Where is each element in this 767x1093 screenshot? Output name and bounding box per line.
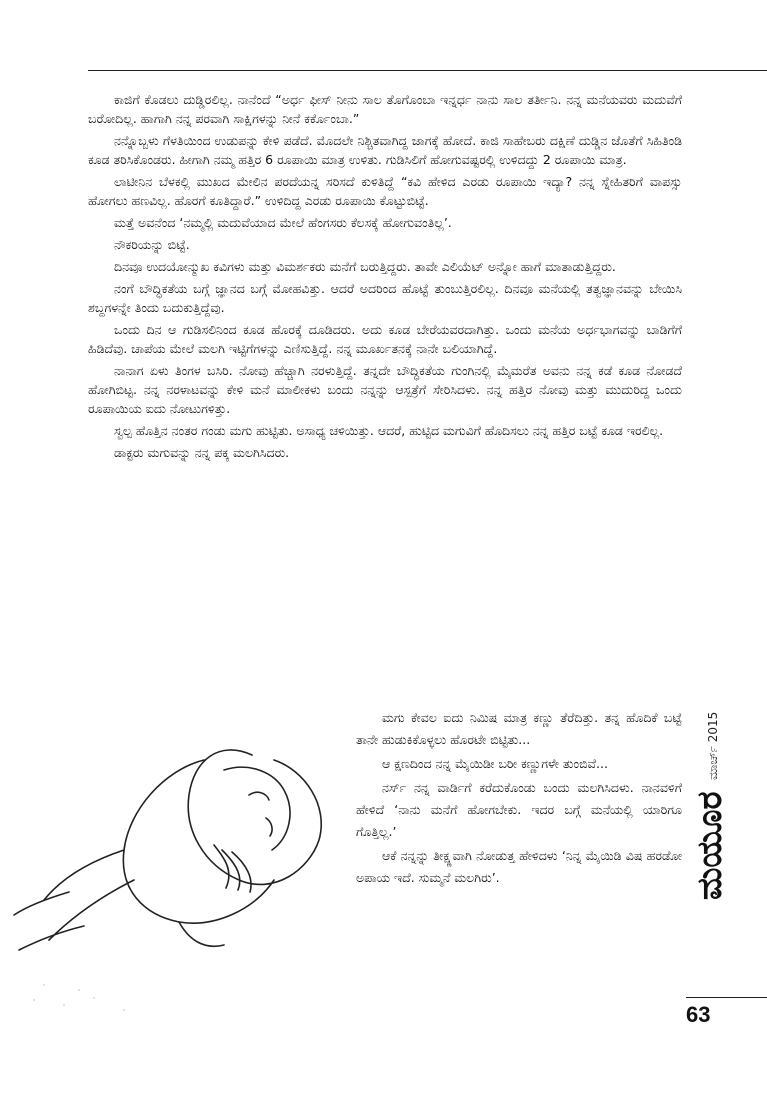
footer-rule <box>686 997 767 998</box>
paragraph: ಮತ್ತೆ ಅವನೆಂದ ‘ನಮ್ಮಲ್ಲಿ ಮದುವೆಯಾದ ಮೇಲೆ ಹೆಂಗಸರು ಕೆಲಸಕ್ಕೆ ಹೋಗುವಂತಿಲ್ಲ’. <box>114 215 452 230</box>
paragraph: ಮಗು ಕೇವಲ ಐದು ನಿಮಿಷ ಮಾತ್ರ ಕಣ್ಣು ತೆರೆದಿತ್ತು. ತನ್ನ ಹೊದಿಕೆ ಬಟ್ಟೆ ತಾನೇ ಹುಡುಕಿಕೊಳ್ಳಲು ಹೊರಟೇ ಬಿಟ್ಟಿತು... <box>356 710 682 747</box>
paragraph: ನನ್ನೊಬ್ಬಳು ಗೆಳತಿಯಿಂದ ಉಡುಪನ್ನು ಕೇಳಿ ಪಡೆದೆ. ಮೊದಲೇ ನಿಶ್ಚಿತವಾಗಿದ್ದ ಜಾಗಕ್ಕೆ ಹೋದೆ. ಕಾಜಿ ಸಾಹೇಬರು ದಕ್ಷಿಣೆ ದುಡ್ಡಿನ ಜೊತೆಗೆ ಸಿಹಿತಿಂಡಿ ಕೂಡ ತರಿಸಿಕೊಂಡರು. ಹೀಗಾಗಿ ನಮ್ಮ ಹತ್ತಿರ 6 ರೂಪಾಯಿ ಮಾತ್ರ ಉಳಿತು. ಗುಡಿಸಿಲಿಗೆ ಹೋಗುವಷ್ಟರಲ್ಲಿ ಉಳಿದದ್ದು 2 ರೂಪಾಯಿ ಮಾತ್ರ. <box>88 133 682 167</box>
paragraph: ನಂಗೆ ಬೌದ್ಧಿಕತೆಯ ಬಗ್ಗೆ ಜ್ಞಾನದ ಬಗ್ಗೆ ಮೋಹವಿತ್ತು. ಆದರೆ ಅದರಿಂದ ಹೊಟ್ಟೆ ತುಂಬುತ್ತಿರಲಿಲ್ಲ. ದಿನವೂ ಮನೆಯಲ್ಲಿ ತತ್ವಜ್ಞಾನವನ್ನು ಬೇಯಿಸಿ ಶಬ್ದಗಳನ್ನೇ ತಿಂದು ಬದುಕುತ್ತಿದ್ದೆವು. <box>88 281 682 315</box>
issue-date: ಮಾರ್ಚ್ 2015 <box>706 711 720 780</box>
paragraph: ನರ್ಸ್ ನನ್ನ ವಾರ್ಡಿಗೆ ಕರೆದುಕೊಂಡು ಬಂದು ಮಲಗಿಸಿದಳು. ನಾನವಳಿಗೆ ಹೇಳಿದೆ ‘ನಾನು ಮನೆಗೆ ಹೋಗಬೇಕು. ಇದರ ಬಗ್ಗೆ ಮನೆಯಲ್ಲಿ ಯಾರಿಗೂ ಗೊತ್ತಿಲ್ಲ.’ <box>356 780 682 839</box>
magazine-logo: ಮಯೂರ <box>690 791 730 900</box>
paragraph: ಕಾಜಿಗೆ ಕೊಡಲು ದುಡ್ಡಿರಲಿಲ್ಲ. ನಾನೆಂದೆ “ಅರ್ಧ ಫೀಸ್ ನೀನು ಸಾಲ ತೊಗೊಂಬಾ ಇನ್ನರ್ಧ ನಾನು ಸಾಲ ತರ್ತೀನಿ. ನನ್ನ ಮನೆಯವರು ಮದುವೆಗೆ ಬರೋದಿಲ್ಲ. ಹಾಗಾಗಿ ನನ್ನ ಪರವಾಗಿ ಸಾಕ್ಷಿಗಳನ್ನು ನೀನೆ ಕರ್ಕೊಂಬಾ.” <box>88 92 682 126</box>
page-number: 63 <box>686 1002 711 1027</box>
mother-child-sketch <box>4 700 354 1020</box>
article-column <box>356 707 682 891</box>
paragraph: ಡಾಕ್ಟರು ಮಗುವನ್ನು ನನ್ನ ಪಕ್ಕ ಮಲಗಿಸಿದರು. <box>114 445 290 460</box>
paragraph: ಒಂದು ದಿನ ಆ ಗುಡಿಸಲಿನಿಂದ ಕೂಡ ಹೊರಕ್ಕೆ ದೂಡಿದರು. ಅದು ಕೂಡ ಬೇರೆಯವರದಾಗಿತ್ತು. ಒಂದು ಮನೆಯ ಅರ್ಧಭಾಗವನ್ನು ಬಾಡಿಗೆಗೆ ಹಿಡಿದೆವು. ಚಾಪೆಯ ಮೇಲೆ ಮಲಗಿ ಇಟ್ಟಿಗೆಗಳನ್ನು ಎಣಿಸುತ್ತಿದ್ದೆ. ನನ್ನ ಮೂರ್ಖತನಕ್ಕೆ ನಾನೇ ಬಲಿಯಾಗಿದ್ದೆ. <box>88 322 682 356</box>
paragraph: ಲಾಟೀನಿನ ಬೆಳಕಲ್ಲಿ ಮುಖದ ಮೇಲಿನ ಪರದೆಯನ್ನ ಸರಿಸದೆ ಕುಳಿತಿದ್ದೆ “ಕವಿ ಹೇಳಿದ ಎರಡು ರೂಪಾಯಿ ಇದ್ಯಾ? ನನ್ನ ಸ್ನೇಹಿತರಿಗೆ ವಾಪಸ್ಸು ಹೋಗಲು ಹಣವಿಲ್ಲ. ಹೊರಗೆ ಕೂತಿದ್ದಾರೆ.” ಉಳಿದಿದ್ದ ಎರಡು ರೂಪಾಯಿ ಕೊಟ್ಟುಬಿಟ್ಟೆ. <box>88 174 682 208</box>
paragraph: ದಿನವೂ ಉದಯೋನ್ಮುಖ ಕವಿಗಳು ಮತ್ತು ವಿಮರ್ಶಕರು ಮನೆಗೆ ಬರುತ್ತಿದ್ದರು. ತಾವೇ ಎಲಿಯೆಟ್ ಅನ್ನೋ ಹಾಗೆ ಮಾತಾಡುತ್ತಿದ್ದರು. <box>114 259 616 274</box>
paragraph: ಆಕೆ ನನ್ನನ್ನು ತೀಕ್ಷ್ಣವಾಗಿ ನೋಡುತ್ತ ಹೇಳಿದಳು ‘ನಿನ್ನ ಮೈಯಿಡಿ ವಿಷ ಹರಡೋ ಅಪಾಯ ಇದೆ. ಸುಮ್ಮನೆ ಮಲಗಿರು’. <box>356 848 682 885</box>
article-body <box>88 90 682 465</box>
paragraph: ಸ್ವಲ್ಪ ಹೊತ್ತಿನ ನಂತರ ಗಂಡು ಮಗು ಹುಟ್ಟಿತು. ಅಸಾಧ್ಯ ಚಳಿಯಿತ್ತು. ಆದರೆ, ಹುಟ್ಟಿದ ಮಗುವಿಗೆ ಹೊದಿಸಲು ನನ್ನ ಹತ್ತಿರ ಬಟ್ಟೆ ಕೂಡ ಇರಲಿಲ್ಲ. <box>114 423 664 438</box>
paragraph: ಆ ಕ್ಷಣದಿಂದ ನನ್ನ ಮೈಯಿಡೀ ಬರೀ ಕಣ್ಣುಗಳೇ ತುಂಬಿವೆ... <box>382 756 608 771</box>
top-rule <box>88 70 767 71</box>
paragraph: ನಾನಾಗ ಏಳು ತಿಂಗಳ ಬಸಿರಿ. ನೋವು ಹೆಚ್ಚಾಗಿ ನರಳುತ್ತಿದ್ದೆ. ತನ್ನದೇ ಬೌದ್ಧಿಕತೆಯ ಗುಂಗಿನಲ್ಲಿ ಮೈಮರೆತ ಅವನು ನನ್ನ ಕಡೆ ಕೂಡ ನೋಡದೆ ಹೋಗಿಬಿಟ್ಟ. ನನ್ನ ನರಳಾಟವನ್ನು ಕೇಳಿ ಮನೆ ಮಾಲೀಕಳು ಬಂದು ನನ್ನನ್ನು ಆಸ್ಪತ್ರೆಗೆ ಸೇರಿಸಿದಳು. ನನ್ನ ಹತ್ತಿರ ನೋವು ಮತ್ತು ಮುದುರಿದ್ದ ಒಂದು ರೂಪಾಯಿಯ ಐದು ನೋಟುಗಳಿತ್ತು. <box>88 363 682 416</box>
paragraph: ನೌಕರಿಯನ್ನು ಬಿಟ್ಟೆ. <box>114 237 190 252</box>
